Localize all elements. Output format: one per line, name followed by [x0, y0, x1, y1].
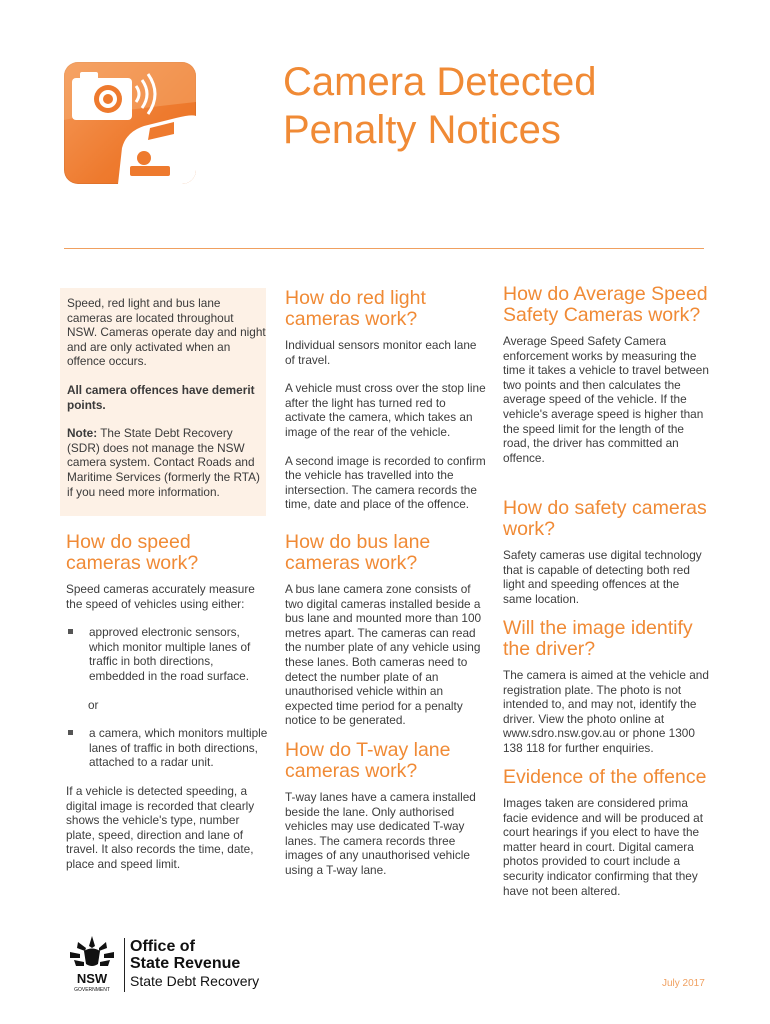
red-light-p3: A second image is recorded to confirm the vehicle has travelled into the intersection. The camera records the time, date and place of the offence.	[285, 453, 486, 512]
note-text: The State Debt Recovery (SDR) does not manage the NSW camera system. Contact Roads and Maritime Services (formerly the RTA) if you need more information.	[67, 426, 260, 499]
nsw-wordmark: NSW	[76, 971, 108, 986]
speed-heading: How do speed cameras work?	[66, 531, 199, 574]
red-light-p1: Individual sensors monitor each lane of travel.	[285, 338, 477, 367]
org-line-2: State Revenue	[130, 955, 241, 972]
list-item: a camera, which monitors multiple lanes of traffic in both directions, attached to a radar unit.	[66, 726, 268, 770]
bus-lane-heading: How do bus lane cameras work?	[285, 531, 431, 574]
bus-lane-p1: A bus lane camera zone consists of two digital cameras installed beside a bus lane and mounted more than 100 metres apart. The cameras can read the number plate of any vehicle using these lanes. Both cameras need to detect the number plate of an unauthorised vehicle within an expected time period for a penalty notice to be generated.	[285, 582, 482, 728]
safety-p1: Safety cameras use digital technology that is capable of detecting both red light and speeding offences at the same location.	[503, 548, 702, 606]
note-label: Note:	[67, 426, 98, 441]
logo-divider	[124, 938, 125, 992]
title-line-2: Penalty Notices	[283, 108, 561, 152]
org-line-3: State Debt Recovery	[130, 973, 260, 989]
safety-camera-section	[503, 498, 711, 620]
average-speed-heading: How do Average Speed Safety Cameras work?	[503, 283, 708, 326]
speed-lead: Speed cameras accurately measure the speed of vehicles using either:	[66, 582, 255, 611]
speed-method-list	[66, 625, 268, 683]
speed-camera-section	[66, 532, 268, 886]
identify-section	[503, 618, 711, 770]
average-speed-section	[503, 284, 711, 479]
speed-method-list-2	[66, 726, 268, 770]
speed-camera-logo-icon	[64, 62, 196, 184]
publication-date: July 2017	[662, 978, 705, 989]
header-divider	[64, 248, 704, 249]
org-line-1: Office of	[130, 938, 195, 955]
evidence-p1: Images taken are considered prima facie evidence and will be produced at court hearings if you elect to have the matter heard in court. Digital camera photos provided to court include a security indicator confirming that they have not been altered.	[503, 796, 704, 898]
average-speed-p1: Average Speed Safety Camera enforcement works by measuring the time it takes a vehicle to travel between two points and then calculates the average speed of the vehicle. If the vehicle's average speed is higher than the speed limit for the length of the road, the driver has committed an offence.	[503, 334, 709, 465]
tway-heading: How do T-way lane cameras work?	[285, 739, 451, 782]
tway-p1: T-way lanes have a camera installed beside the lane. Only authorised vehicles may use dedicated T-way lanes. The camera records three images of any unauthorised vehicle using a T-way lane.	[285, 790, 476, 877]
or-text: or	[88, 697, 99, 712]
safety-heading: How do safety cameras work?	[503, 497, 707, 540]
osr-logo	[64, 934, 284, 994]
tway-section	[285, 740, 489, 892]
intro-box	[60, 288, 266, 516]
evidence-heading: Evidence of the offence	[503, 766, 707, 788]
speed-after: If a vehicle is detected speeding, a digital image is recorded that clearly shows the vehicle's type, number plate, speed, direction and lane of travel. It also records the time, date, place and speed limit.	[66, 783, 255, 871]
waratah-icon	[64, 934, 120, 994]
red-light-section	[285, 288, 489, 526]
red-light-heading: How do red light cameras work?	[285, 287, 426, 330]
demerit-points-notice: All camera offences have demerit points.	[67, 382, 255, 412]
intro-paragraph: Speed, red light and bus lane cameras are located throughout NSW. Cameras operate day and night and are only activated when an offence occurs.	[67, 296, 266, 369]
evidence-section	[503, 767, 711, 912]
red-light-p2: A vehicle must cross over the stop line after the light has turned red to activate the camera, which takes an image of the rear of the vehicle.	[285, 381, 486, 439]
government-wordmark: GOVERNMENT	[74, 987, 110, 993]
sdr-note	[67, 426, 266, 499]
list-item: approved electronic sensors, which monitor multiple lanes of traffic in both directions, embedded in the road surface.	[66, 625, 268, 683]
identify-p1: The camera is aimed at the vehicle and registration plate. The photo is not intended to, and may not, identify the driver. View the photo online at www.sdro.nsw.gov.au or phone 1300 138 118 for further enquiries.	[503, 668, 709, 755]
bus-lane-section	[285, 532, 489, 742]
title-line-1: Camera Detected	[283, 60, 597, 104]
page-title	[283, 58, 723, 154]
identify-heading: Will the image identify the driver?	[503, 617, 693, 660]
